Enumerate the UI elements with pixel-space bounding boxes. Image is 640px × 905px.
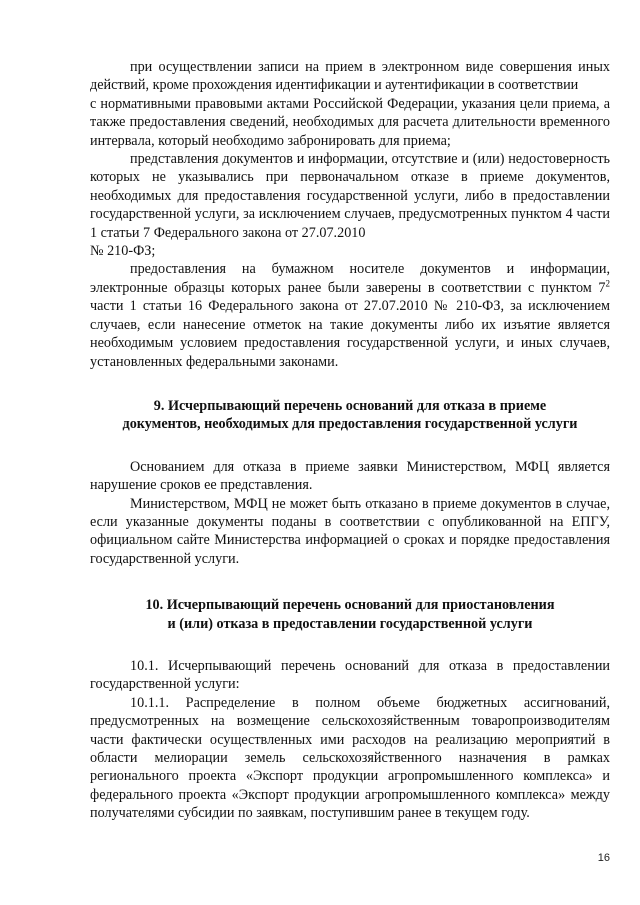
section-10-paragraph-2: 10.1.1. Распределение в полном объеме бюджетных ассигнований, предусмотренных на возмещение сельскохозяйственным товаропроизводителям части фактически осуществленных ими расходов на реализацию мероприятий в области мелиорации земель сельскохозяйственного назначения в рамках регионального проекта «Экспорт продукции агропромышленного комплекса» и федерального проекта «Экспорт продукции агропромышленного комплекса» между получателями субсидии по заявкам, поступившим ранее в текущем году. <box>90 694 610 822</box>
section-9-paragraph-1: Основанием для отказа в приеме заявки Министерством, МФЦ является нарушение сроков ее представления. <box>90 458 610 494</box>
paragraph-record-online: при осуществлении записи на прием в электронном виде совершения иных действий, кроме прохождения идентификации и аутентификации в соответствии <box>90 59 610 94</box>
section-10-title-line2: и (или) отказа в предоставлении государственной услуги <box>167 615 533 632</box>
section-10-heading <box>90 596 610 633</box>
section-9-title-line1: 9. Исчерпывающий перечень оснований для отказа в приеме <box>153 397 547 414</box>
paragraph-paper-documents-cont: части 1 статьи 16 Федерального закона от 27.07.2010 № 210-ФЗ, за исключением случаев, если нанесение отметок на такие документы либо их изъятие является необходимым условием предоставления государственной услуги, и иных случаев, установленных федеральными законами. <box>90 298 610 370</box>
section-9-heading <box>90 397 610 434</box>
point-number: 7 <box>598 279 606 296</box>
document-body <box>90 58 610 823</box>
paragraph-paper-documents-text: предоставления на бумажном носителе документов и информации, электронные образцы которых ранее были заверены в соответствии с пунктом <box>90 261 610 296</box>
section-10-title-line1: 10. Исчерпывающий перечень оснований для приостановления <box>145 597 555 614</box>
section-9-title-line2: документов, необходимых для предоставления государственной услуги <box>122 416 578 433</box>
paragraph-law-number: № 210-ФЗ; <box>90 243 156 260</box>
paragraph-documents-info: представления документов и информации, отсутствие и (или) недостоверность которых не указывались при первоначальном отказе в приеме документов, необходимых для предоставления государственной услуги, либо в предоставлении государственной услуги, за исключением случаев, предусмотренных пунктом 4 части 1 статьи 7 Федерального закона от 27.07.2010 <box>90 151 610 241</box>
page-number: 16 <box>597 852 610 864</box>
section-10-paragraph-1: 10.1. Исчерпывающий перечень оснований для отказа в предоставлении государственной услуги: <box>90 657 610 693</box>
paragraph-paper-documents <box>90 260 610 370</box>
paragraph-normative-acts: с нормативными правовыми актами Российской Федерации, указания цели приема, а также предоставления сведений, необходимых для расчета длительности временного интервала, который необходимо забронировать для приема; <box>90 95 610 149</box>
point-superscript: 2 <box>605 278 611 289</box>
section-9-paragraph-2: Министерством, МФЦ не может быть отказано в приеме документов в случае, если указанные документы поданы в соответствии с опубликованной на ЕПГУ, официальном сайте Министерства информацией о сроках и порядке предоставления государственной услуги. <box>90 495 610 567</box>
